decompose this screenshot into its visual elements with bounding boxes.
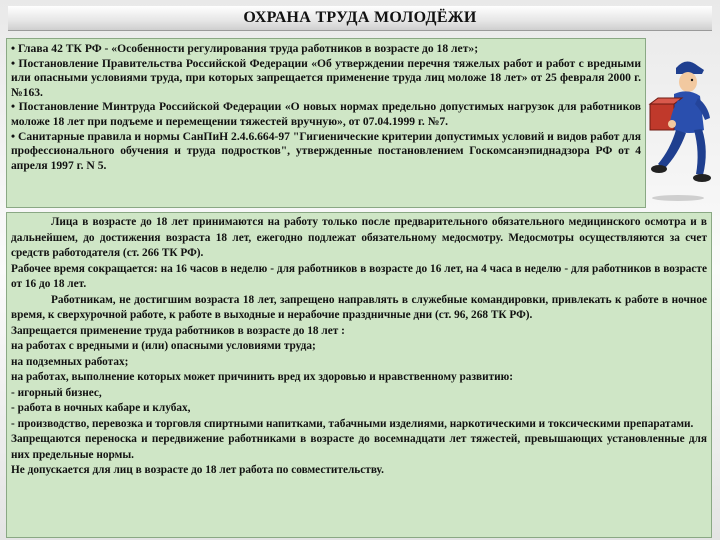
law-item: • Постановление Минтруда Российской Федерации «О новых нормах предельно допустимых нагрузок для работников моложе 18 лет при подъеме и перемещении тяжестей вручную», от 07.04.1999 г. №7. — [11, 100, 641, 128]
list-item: на работах, выполнение которых может причинить вред их здоровью и нравственному развитию: — [11, 371, 514, 383]
list-item: - производство, перевозка и торговля спиртными напитками, табачными изделиями, наркотическими и токсическими препаратами. — [11, 417, 694, 430]
laws-panel — [6, 38, 646, 208]
paragraph: Запрещаются переноска и передвижение работниками в возрасте до восемнадцати лет тяжестей, превышающих установленные для них предельные нормы. — [11, 433, 707, 461]
paragraph: Не допускается для лиц в возрасте до 18 лет работа по совместительству. — [11, 464, 384, 476]
list-item: на работах с вредными и (или) опасными условиями труда; — [11, 340, 316, 352]
law-item: • Санитарные правила и нормы СанПиН 2.4.6.664-97 "Гигиенические критерии допустимых условий и видов работ для профессионального обучения и труда подростков", утвержденные постановлением Госкомсанэпиднадзора РФ от 4 апреля 1997 г. N 5. — [11, 129, 641, 172]
rules-panel — [6, 212, 712, 538]
paragraph: Рабочее время сокращается: на 16 часов в неделю - для работников в возрасте до 16 лет, на 4 часа в неделю - для работников в возрасте от 16 до 18 лет. — [11, 262, 707, 290]
page-title: ОХРАНА ТРУДА МОЛОДЁЖИ — [243, 9, 477, 26]
list-item: - игорный бизнес, — [11, 386, 102, 399]
paragraph: Работникам, не достигшим возраста 18 лет, запрещено направлять в служебные командировки, привлекать к работе в ночное время, к сверхурочной работе, к работе в выходные и нерабочие праздничные дни (ст. 96, 268 ТК РФ). — [11, 293, 707, 321]
list-item: на подземных работах; — [11, 355, 129, 368]
paragraph: Лица в возрасте до 18 лет принимаются на работу только после предварительного обязательного медицинского осмотра и в дальнейшем, до достижения возраста 18 лет, ежегодно подлежат обязательному медосмотру. Медосмотры осуществляются за счет средств работодателя (ст. 266 ТК РФ). — [11, 216, 707, 259]
paragraph: Запрещается применение труда работников в возрасте до 18 лет : — [11, 324, 345, 337]
running-worker-with-box-icon — [648, 38, 716, 208]
law-item: • Глава 42 ТК РФ - «Особенности регулирования труда работников в возрасте до 18 лет»; — [11, 42, 479, 55]
title-bar — [8, 6, 712, 31]
law-item: • Постановление Правительства Российской Федерации «Об утверждении перечня тяжелых работ и работ с вредными или опасными условиями труда, при которых запрещается применение труда лиц моложе 18 лет» от 25 февраля 2000 г. №163. — [11, 56, 641, 99]
list-item: - работа в ночных кабаре и клубах, — [11, 402, 191, 414]
